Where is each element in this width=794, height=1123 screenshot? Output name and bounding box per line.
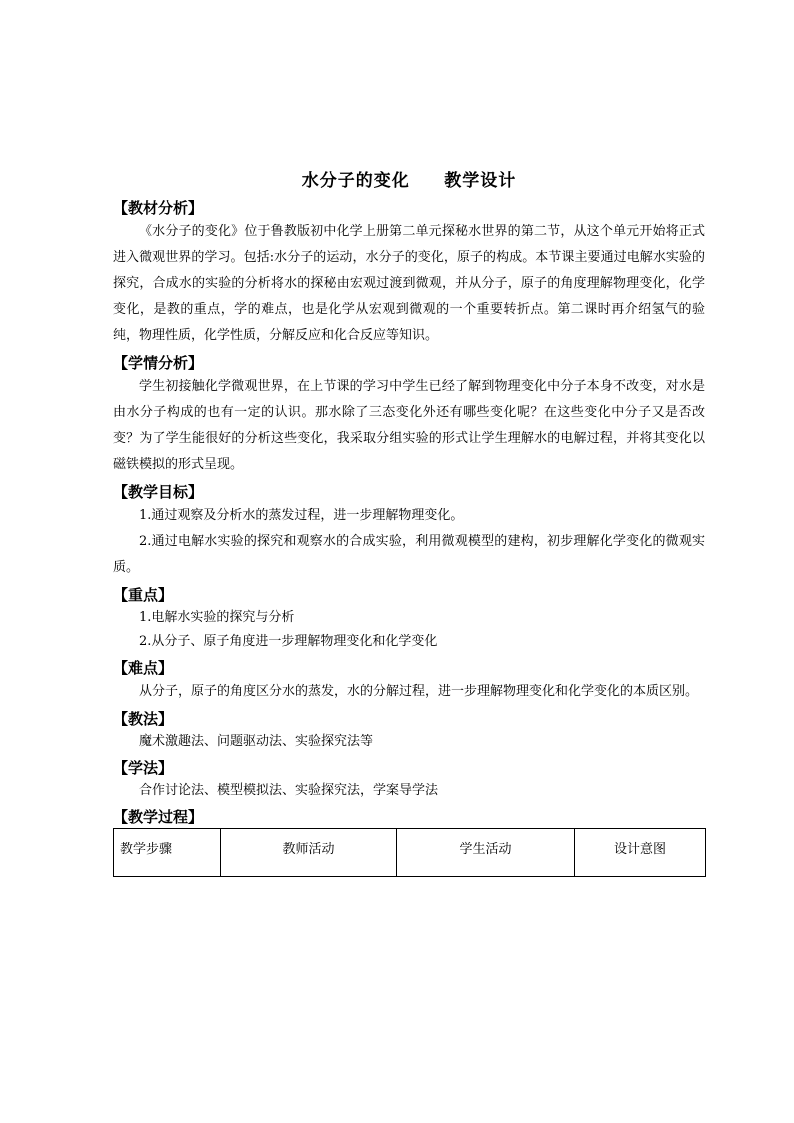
goal-item: 2.通过电解水实验的探究和观察水的合成实验，利用微观模型的建构，初步理解化学变化的微观实质。 bbox=[113, 534, 705, 575]
heading-teaching-goals: 【教学目标】 bbox=[113, 483, 204, 501]
table-header-cell: 教师活动 bbox=[221, 829, 397, 877]
textbook-analysis-text: 《水分子的变化》位于鲁教版初中化学上册第二单元探秘水世界的第二节，从这个单元开始将正式进入微观世界的学习。包括:水分子的运动，水分子的变化，原子的构成。本节课主要通过电解水实验的探究，合成水的实验的分析将水的探秘由宏观过渡到微观，并从分子，原子的角度理解物理变化，化学变化，是教的重点，学的难点，也是化学从宏观到微观的一个重要转折点。第二课时再介绍氢气的验纯，物理性质，化学性质，分解反应和化合反应等知识。 bbox=[113, 224, 705, 343]
table-header-cell: 教学步骤 bbox=[114, 829, 221, 877]
heading-student-analysis: 【学情分析】 bbox=[113, 354, 204, 372]
table-header-row bbox=[114, 829, 706, 877]
heading-learning-methods: 【学法】 bbox=[113, 759, 174, 777]
heading-teaching-methods: 【教法】 bbox=[113, 710, 174, 728]
heading-key-points: 【重点】 bbox=[113, 586, 174, 604]
teaching-process-table bbox=[113, 828, 706, 877]
teaching-methods-text: 魔术激趣法、问题驱动法、实验探究法等 bbox=[139, 734, 374, 749]
heading-teaching-process: 【教学过程】 bbox=[113, 808, 204, 826]
student-analysis-text: 学生初接触化学微观世界，在上节课的学习中学生已经了解到物理变化中分子本身不改变，对水是由水分子构成的也有一定的认识。那水除了三态变化外还有哪些变化呢？在这些变化中分子又是否改变？为了学生能很好的分析这些变化，我采取分组实验的形式让学生理解水的电解过程，并将其变化以磁铁模拟的形式呈现。 bbox=[113, 379, 705, 472]
document-page bbox=[113, 168, 705, 877]
heading-difficulties: 【难点】 bbox=[113, 659, 174, 677]
document-title: 水分子的变化 教学设计 bbox=[301, 171, 517, 191]
goal-item: 1.通过观察及分析水的蒸发过程，进一步理解物理变化。 bbox=[139, 508, 464, 523]
table-header-cell: 学生活动 bbox=[397, 829, 575, 877]
key-point-item: 2.从分子、原子角度进一步理解物理变化和化学变化 bbox=[139, 634, 438, 649]
learning-methods-text: 合作讨论法、模型模拟法、实验探究法，学案导学法 bbox=[139, 783, 439, 798]
key-point-item: 1.电解水实验的探究与分析 bbox=[139, 610, 295, 625]
heading-textbook-analysis: 【教材分析】 bbox=[113, 199, 204, 217]
difficulties-text: 从分子，原子的角度区分水的蒸发，水的分解过程，进一步理解物理变化和化学变化的本质区别。 bbox=[139, 684, 699, 699]
table-header-cell: 设计意图 bbox=[575, 829, 706, 877]
